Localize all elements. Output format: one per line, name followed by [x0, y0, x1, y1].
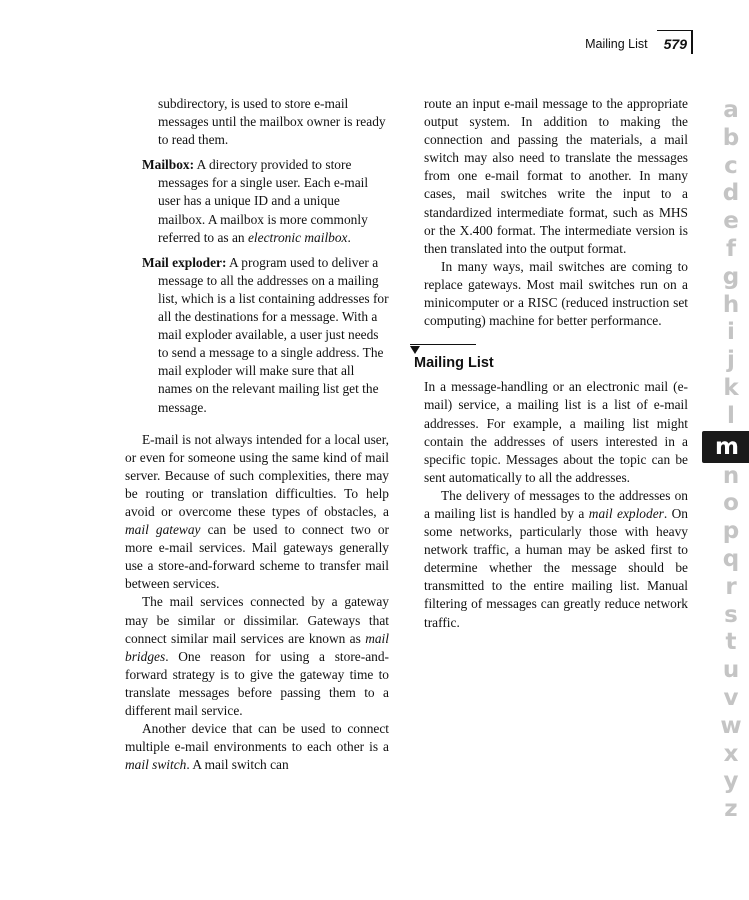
- section-rule: [410, 344, 476, 345]
- alphabet-thumb-index: [713, 97, 749, 824]
- page-number: 579: [663, 36, 687, 52]
- body-paragraph: The mail services connected by a gateway may be similar or dissimilar. Gateways that connect similar mail services are known as mail bridges. One reason for using a store-and-forward strategy is to give the gateway time to translate messages before passing them to a different mail service.: [125, 594, 389, 718]
- section-heading: [414, 354, 688, 372]
- body-paragraph: E-mail is not always intended for a local user, or even for someone using the same kind of mail server. Because of such complexities, there may be routing or translation difficulties. To help avoid or overcome these types of obstacles, a mail gateway can be used to connect two or more e-mail services. Mail gateways generally use a store-and-forward scheme to transfer mail between services.: [125, 431, 389, 592]
- thumb-letter-l[interactable]: l: [727, 402, 735, 429]
- section-title: Mailing List: [414, 355, 494, 372]
- definition-emphasis: electronic mailbox: [247, 229, 348, 245]
- definition-mail-exploder: [125, 254, 389, 417]
- header-rule: [657, 30, 693, 31]
- thumb-letter-s[interactable]: s: [724, 601, 738, 628]
- thumb-letter-v[interactable]: v: [723, 684, 739, 711]
- thumb-letter-x[interactable]: x: [723, 740, 739, 767]
- term-emphasis: mail gateway: [125, 522, 201, 538]
- thumb-letter-w[interactable]: w: [720, 712, 742, 739]
- thumb-letter-u[interactable]: u: [722, 657, 740, 684]
- thumb-letter-a[interactable]: a: [723, 97, 739, 123]
- body-paragraph: In a message-handling or an electronic mail (e-mail) service, a mailing list is a list of e-mail addresses. For example, a mailing list might contain the addresses of users interested in a specific topic. Messages about the topic can be sent automatically to all the addresses.: [424, 379, 688, 485]
- definition-text: A directory provided to store messages for a single user. Each e-mail user has a unique ID and a unique mailbox. A mailbox is more commonly referred to as an: [158, 157, 369, 245]
- body-paragraph: In many ways, mail switches are coming to replace gateways. Most mail switches run on a minicomputer or a RISC (reduced instruction set computing) machine for better performance.: [424, 258, 688, 329]
- body-paragraph: Another device that can be used to connect multiple e-mail environments to each other is a mail switch. A mail switch can: [125, 721, 389, 773]
- thumb-letter-c[interactable]: c: [724, 152, 738, 179]
- right-column: [414, 95, 688, 632]
- thumb-letter-z[interactable]: z: [724, 796, 738, 823]
- thumb-letter-d[interactable]: d: [722, 180, 740, 207]
- definition-text: A program used to deliver a message to all the addresses on a mailing list, which is a list containing addresses for all the destinations for a message. With a mail exploder available, a user just needs to send a message to a single address. The mail exploder will make sure that all names on the relevant mailing list get the message.: [158, 254, 389, 415]
- thumb-letter-g[interactable]: g: [722, 263, 740, 290]
- thumb-letter-i[interactable]: i: [727, 319, 735, 346]
- header-rule-vertical: [691, 30, 693, 54]
- thumb-letter-j[interactable]: j: [727, 347, 735, 374]
- running-header: [585, 36, 691, 53]
- thumb-letter-k[interactable]: k: [723, 374, 739, 401]
- continued-definition: subdirectory, is used to store e-mail messages until the mailbox owner is ready to read them.: [158, 96, 386, 148]
- thumb-letter-r[interactable]: r: [725, 573, 737, 600]
- thumb-letter-t[interactable]: t: [725, 629, 737, 656]
- body-paragraph: The delivery of messages to the addresses on a mailing list is handled by a mail exploder. On some networks, particularly those with heavy network traffic, a human may be asked first to determine whether the message should be transmitted to the entire mailing list. Manual filtering of messages can greatly reduce network traffic.: [424, 487, 688, 630]
- thumb-letter-y[interactable]: y: [723, 768, 739, 795]
- term-emphasis: mail switch: [125, 757, 187, 773]
- triangle-marker-icon: [410, 346, 420, 354]
- thumb-letter-q[interactable]: q: [722, 545, 740, 572]
- thumb-letter-m[interactable]: m: [702, 431, 749, 463]
- definition-mailbox: Mailbox: A directory provided to store messages for a single user. Each e-mail user has a unique ID and a unique mailbox. A mailbox is more commonly referred to as an electronic mailbox.: [142, 157, 369, 245]
- body-paragraph: route an input e-mail message to the appropriate output system. In addition to making the connection and passing the materials, a mail switch may also need to translate the messages from one e-mail format to another. In many cases, mail switches write the input to a standardized intermediate format, such as MHS or the X.400 format. The intermediate version is then translated into the output format.: [424, 96, 688, 256]
- running-title: Mailing List: [585, 37, 648, 51]
- thumb-letter-e[interactable]: e: [723, 208, 739, 235]
- thumb-letter-n[interactable]: n: [722, 462, 740, 489]
- definition-term: Mailbox:: [142, 157, 195, 173]
- thumb-letter-o[interactable]: o: [723, 490, 739, 517]
- term-emphasis: mail exploder: [588, 505, 664, 521]
- thumb-letter-p[interactable]: p: [722, 518, 740, 545]
- thumb-letter-h[interactable]: h: [722, 291, 740, 318]
- term-emphasis: mail bridges: [125, 630, 389, 664]
- thumb-letter-b[interactable]: b: [722, 124, 740, 151]
- definition-term: Mail exploder:: [142, 254, 227, 270]
- thumb-letter-f[interactable]: f: [725, 235, 736, 262]
- left-column: [125, 95, 389, 774]
